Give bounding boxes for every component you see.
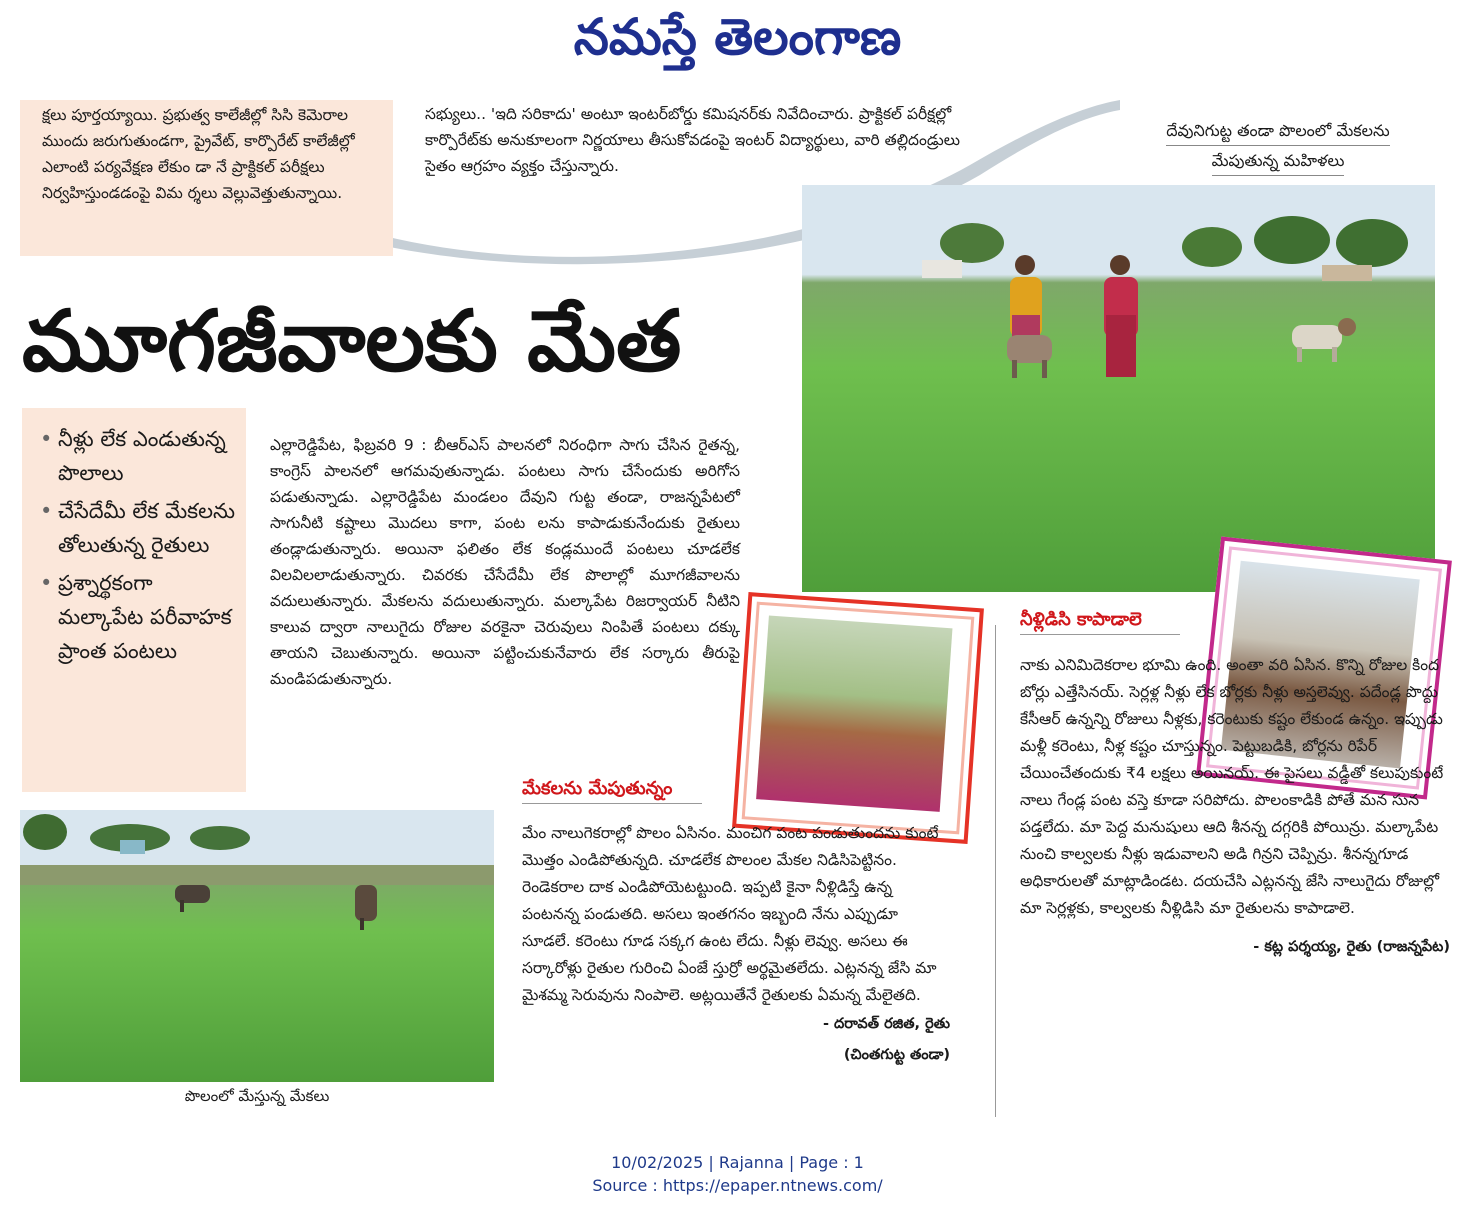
bullet-item: • నీళ్లు లేక ఎండుతున్న పొలాలు xyxy=(40,422,238,490)
quote1-signature: - దరావత్ రజిత, రైతు xyxy=(822,1016,950,1032)
woman-figure-2 xyxy=(1104,255,1138,377)
masthead-logo: నమస్తే తెలంగాణ xyxy=(573,7,902,66)
field-scene xyxy=(802,185,1435,592)
previous-article-middle-text: సభ్యులు.. 'ఇది సరికాదు' అంటూ ఇంటర్‌బోర్డు కమిషనర్‌కు నివేదించారు. ప్రాక్టికల్ పరీక్షల్లో కార్పొరేట్‌కు అనుకూలంగా నిర్ణయాలు తీసుకోవడంపై ఇంటర్ విద్యార్థులు, వారి తల్లిదండ్రులు సైతం ఆగ్రహం వ్యక్తం చేస్తున్నారు. xyxy=(425,105,961,175)
bullet-item: • చేసేదేమీ లేక మేకలను తోలుతున్న రైతులు xyxy=(40,494,238,562)
goat-grazing-2 xyxy=(355,885,377,930)
quote1-place: (చింతగుట్ట తండా) xyxy=(843,1047,950,1063)
goat-2 xyxy=(1292,318,1356,362)
headline: మూగజీవాలకు మేత xyxy=(22,292,682,390)
goat-grazing-1 xyxy=(175,885,210,912)
previous-article-text: క్షలు పూర్తయ్యాయి. ప్రభుత్వ కాలేజీల్లో సిసి కెమెరాల ముందు జరుగుతుండగా, ప్రైవేట్, కార్పొరేట్ కాలేజీల్లో ఎలాంటి పర్యవేక్షణ లేకుం డా నే ప్రాక్టికల్ పరీక్షలు నిర్వహిస్తుండడంపై విమ ర్శలు వెల్లువెత్తుతున్నాయి. xyxy=(42,106,355,202)
column-divider xyxy=(995,625,996,1117)
photo-women-grazing-goats xyxy=(802,185,1435,592)
photo-goats-in-field xyxy=(20,810,494,1082)
quote1-heading: మేకలను మేపుతున్నం xyxy=(522,775,702,804)
quote2-heading: నీళ్లిడిసి కాపాడాలె xyxy=(1020,606,1180,635)
portrait-woman-photo xyxy=(756,616,952,812)
goat-1 xyxy=(1007,335,1052,378)
goats-scene xyxy=(20,810,494,1082)
quote1-block xyxy=(522,820,950,1069)
footer-date-page: 10/02/2025 | Rajanna | Page : 1 xyxy=(611,1153,864,1172)
summary-bullets xyxy=(22,408,246,792)
quote2-text: నాకు ఎనిమిదెకరాల భూమి ఉంది. అంతా వరి ఏసిన. కొన్ని రోజుల కింద బోర్లు ఎత్తేసినయ్. సెర్లళ్ల నీళ్లు లేక బోర్లకు నీళ్లు అస్తలెవ్వు. పదేండ్ల పొద్దు కేసీఆర్ ఉన్నన్ని రోజులు నీళ్లకు, కరెంటుకు కష్టం లేకుండ ఉన్నం. ఇప్పుడు మళ్లీ కరెంటు, నీళ్ల కష్టం చూస్తున్నం. పెట్టుబడికి, బోర్లను రిపేర్ చేయించేతందుకు ₹4 లక్షలు అయినయ్. ఈ పైసలు వడ్డీతో కలుపుకుంటే నాలు గేండ్ల పంట వస్తె కూడా సరిపోదు. పొలంకాడికి పోతే మన సున పడ్తలేదు. మా పెద్ద మనుషులు ఆది శీనన్న దగ్గరికి పోయిన్రు. మల్కాపేట నుంచి కాల్వలకు నీళ్లు ఇడువాలని అడి గిన్రని చెప్పిన్రు. శీనన్నగూడ అధికారులతో మాట్లాడిండట. దయచేసి ఎట్లనన్న జేసి నాలుగైదు రోజుల్లో మా సెర్లళ్లకు, కాల్వలకు నీళ్లిడిసి మా రైతులను కాపాడాలె. xyxy=(1020,656,1444,917)
previous-article-tail xyxy=(20,100,393,256)
quote2-signature: - కట్ల పర్శయ్య, రైతు (రాజన్నపేట) xyxy=(1253,939,1450,955)
quote1-text: మేం నాలుగెకరాల్లో పొలం ఏసినం. మంచిగ పంట పండుతుందను కుంటే మొత్తం ఎండిపోతున్నది. చూడలేక పొలంల మేకల నిడిసిపెట్టినం. రెండెకరాల దాక ఎండిపోయెటట్టుంది. ఇప్పటి కైనా నీళ్లిడిస్తే ఉన్న పంటనన్న పండుతది. అసలు ఇంతగనం ఇబ్బంది నేను ఎప్పుడూ సూడలే. కరెంటు గూడ సక్కగ ఉంట లేదు. నీళ్లు లెవ్వు. అసలు ఈ సర్కారోళ్లు రైతుల గురించి ఏంజే స్తుర్రో అర్థమైతలేదు. ఎట్లనన్న జేసి మా మైశమ్మ సెరువును నింపాలె. అట్లయితేనే రైతులకు ఏమన్న మేలైతది. xyxy=(522,824,939,1004)
footer-source-link[interactable]: Source : https://epaper.ntnews.com/ xyxy=(592,1176,883,1195)
photo-caption-line-1: దేవునిగుట్ట తండా పొలంలో మేకలను xyxy=(1166,116,1389,146)
bullet-item: • ప్రశ్నార్థకంగా మల్కాపేట పరీవాహక ప్రాంత పంటలు xyxy=(40,566,238,668)
article-body: ఎల్లారెడ్డిపేట, ఫిబ్రవరి 9 : బీఆర్‌ఎస్ పాలనలో నిరంధిగా సాగు చేసిన రైతన్న, కాంగ్రెస్ పాలనలో ఆగమవుతున్నాడు. పంటలు సాగు చేసేందుకు అరిగోస పడుతున్నాడు. ఎల్లారెడ్డిపేట మండలం దేవుని గుట్ట తండా, రాజన్నపేటలో సాగునీటి కష్టాలు మొదలు కాగా, పంట లను కాపాడుకునేందుకు రైతులు తండ్లాడుతున్నారు. అయినా ఫలితం లేక కండ్లముందే పంటలు చూడలేక విలవిలలాడుతున్నారు. చివరకు చేసేదేమీ లేక పొలాల్లో మూగజీవాలను వదులుతున్నారు. మేకలను వదులుతున్నారు. మల్కాపేట రిజర్వాయర్ నీటిని కాలువ ద్వారా నాలుగైదు రోజుల వరకైనా చెరువులు నింపితే పంటలు దక్కు తాయని చెబుతున్నారు. అయినా పట్టించుకునేవారు లేక సర్కారు తీరుపై మండిపడుతున్నారు. xyxy=(270,436,740,688)
portrait-frame-rajitha xyxy=(732,592,984,844)
quote2-block xyxy=(1020,652,1450,961)
photo-caption-line-2: మేపుతున్న మహిళలు xyxy=(1212,146,1345,176)
photo-caption-bottom: పొలంలో మేస్తున్న మేకలు xyxy=(184,1087,330,1105)
photo-caption-top xyxy=(1118,116,1438,176)
